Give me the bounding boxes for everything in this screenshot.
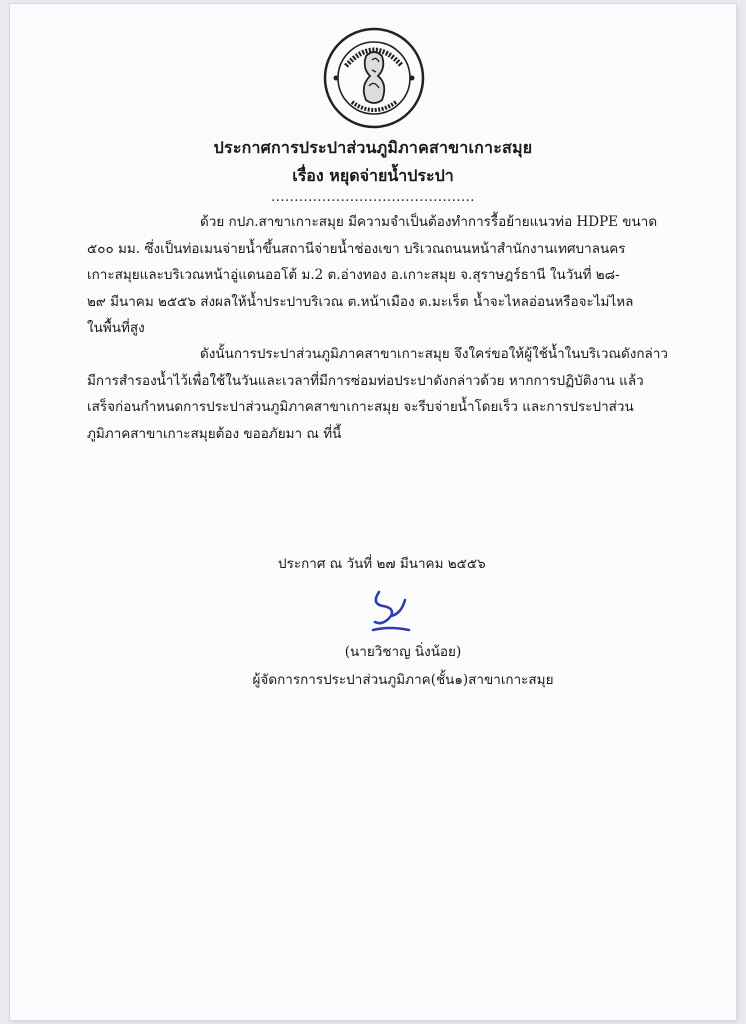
paragraph-line: ภูมิภาคสาขาเกาะสมุยต้อง ขออภัยมา ณ ที่นี้ bbox=[87, 425, 342, 442]
paragraph-line: ๕๐๐ มม. ซึ่งเป็นท่อเมนจ่ายน้ำขึ้นสถานีจ่ายน้ำช่องเขา บริเวณถนนหน้าสำนักงานเทศบาลนคร bbox=[87, 240, 626, 257]
handwritten-signature bbox=[365, 586, 421, 640]
paragraph-line: เสร็จก่อนกำหนดการประปาส่วนภูมิภาคสาขาเกาะสมุย จะรีบจ่ายน้ำโดยเร็ว และการประปาส่วน bbox=[87, 399, 634, 415]
paragraph-line: เกาะสมุยและบริเวณหน้าอู่แดนออโต้ ม.2 ต.อ่างทอง อ.เกาะสมุย จ.สุราษฎร์ธานี ในวันที่ ๒๘- bbox=[87, 267, 620, 283]
paragraph-line: ด้วย กปภ.สาขาเกาะสมุย มีความจำเป็นต้องทำการรื้อย้ายแนวท่อ HDPE ขนาด bbox=[200, 214, 658, 230]
paragraph-line: มีการสำรองน้ำไว้เพื่อใช้ในวันและเวลาที่มีการซ่อมท่อประปาดังกล่าวด้วย หากการปฏิบัติงาน แล้ว bbox=[87, 372, 644, 389]
paragraph-line: ในพื้นที่สูง bbox=[87, 320, 145, 336]
title-separator: ............................................ bbox=[271, 190, 475, 205]
announcement-date: ประกาศ ณ วันที่ ๒๗ มีนาคม ๒๕๕๖ bbox=[278, 556, 486, 572]
body-paragraph-1 bbox=[87, 209, 710, 342]
paragraph-line: ๒๙ มีนาคม ๒๕๕๖ ส่งผลให้น้ำประปาบริเวณ ต.หน้าเมือง ต.มะเร็ต น้ำจะไหลอ่อนหรือจะไม่ไหล bbox=[87, 293, 634, 310]
announcement-title: ประกาศการประปาส่วนภูมิภาคสาขาเกาะสมุย bbox=[213, 138, 533, 157]
signer-position: ผู้จัดการการประปาส่วนภูมิภาค(ชั้น๑)สาขาเกาะสมุย bbox=[252, 672, 554, 688]
organization-seal bbox=[322, 26, 426, 130]
announcement-subject: เรื่อง หยุดจ่ายน้ำประปา bbox=[292, 166, 454, 185]
paragraph-line: ดังนั้นการประปาส่วนภูมิภาคสาขาเกาะสมุย จึงใคร่ขอให้ผู้ใช้น้ำในบริเวณดังกล่าว bbox=[200, 346, 668, 362]
signer-name: (นายวิชาญ นิ่งน้อย) bbox=[344, 644, 462, 660]
body-paragraph-2 bbox=[87, 341, 710, 447]
